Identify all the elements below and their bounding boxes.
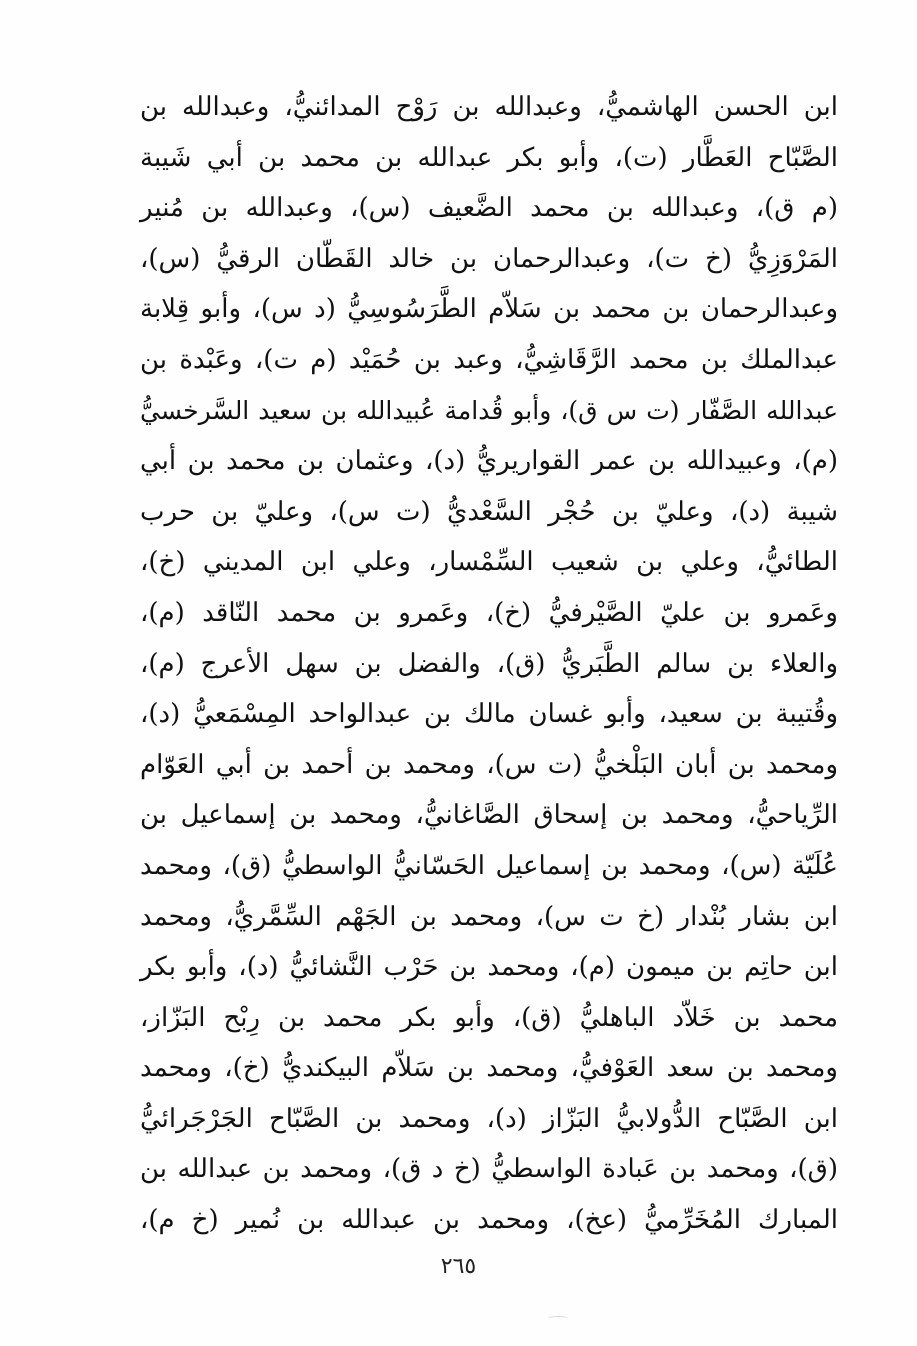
page-number: ٢٦٥ xyxy=(440,1254,477,1279)
text-line: ومحمد بن سعد العَوْفيُّ، ومحمد بن سَلاّم البيكنديُّ (خ)، ومحمد xyxy=(140,1053,838,1084)
text-line: ابن الصَّبّاح الدُّولابيُّ البَزّاز (د)، ومحمد بن الصَّبّاح الجَرْجَرائيُّ xyxy=(140,1103,838,1134)
text-line: شيبة (د)، وعليّ بن حُجْر السَّعْديُّ (ت س)، وعليّ بن حرب xyxy=(140,496,838,527)
text-line: وعبدالرحمان بن محمد بن سَلاّم الطَّرَسُوسِيُّ (د س)، وأبو قِلابة xyxy=(140,294,838,325)
text-line: ابن الحسن الهاشميُّ، وعبدالله بن رَوْح المدائنيُّ، وعبدالله بن xyxy=(140,92,838,122)
text-line: عبدالله الصَّفّار (ت س ق)، وأبو قُدامة عُبيدالله بن سعيد السَّرخسيُّ xyxy=(140,395,838,425)
text-line: المبارك المُخَرِّميُّ (عخ)، ومحمد بن عبدالله بن نُمير (خ م)، xyxy=(140,1205,838,1236)
scan-artifact xyxy=(548,1316,568,1321)
text-line: (م ق)، وعبدالله بن محمد الضَّعيف (س)، وعبدالله بن مُنير xyxy=(140,193,838,224)
text-line: (م)، وعبيدالله بن عمر القواريريُّ (د)، وعثمان بن محمد بن أبي xyxy=(140,446,838,477)
text-line: وقُتيبة بن سعيد، وأبو غسان مالك بن عبدالواحد المِسْمَعيُّ (د)، xyxy=(140,699,838,730)
text-line: الصَّبّاح العَطَّار (ت)، وأبو بكر عبدالله بن محمد بن أبي شَيبة xyxy=(140,142,838,173)
text-line: والعلاء بن سالم الطَّبَريُّ (ق)، والفضل بن سهل الأعرج (م)، xyxy=(140,648,838,679)
text-line: عُلَيّة (س)، ومحمد بن إسماعيل الحَسّانيُّ الواسطيُّ (ق)، ومحمد xyxy=(140,850,838,881)
text-line: المَرْوَزِيُّ (خ ت)، وعبدالرحمان بن خالد القَطّان الرقيُّ (س)، xyxy=(140,243,838,274)
text-line: ومحمد بن أبان البَلْخيُّ (ت س)، ومحمد بن أحمد بن أبي العَوّام xyxy=(140,749,838,780)
text-line: محمد بن خَلاّد الباهليُّ (ق)، وأبو بكر محمد بن رِبْح البَزّاز، xyxy=(140,1002,838,1033)
text-line: الرِّياحيُّ، ومحمد بن إسحاق الصَّاغانيُّ، ومحمد بن إسماعيل بن xyxy=(140,800,838,831)
text-line: ابن بشار بُنْدار (خ ت س)، ومحمد بن الجَهْم السِّمَّريُّ، ومحمد xyxy=(140,901,838,932)
text-line: الطائيُّ، وعلي بن شعيب السِّمْسار، وعلي ابن المديني (خ)، xyxy=(140,547,838,578)
body-text xyxy=(140,82,838,1246)
text-line: ابن حاتِم بن ميمون (م)، ومحمد بن حَرْب النَّشائيُّ (د)، وأبو بكر xyxy=(140,952,838,983)
text-line: (ق)، ومحمد بن عَبادة الواسطيُّ (خ د ق)، ومحمد بن عبدالله بن xyxy=(140,1154,838,1185)
text-line: وعَمرو بن عليّ الصَّيْرفيُّ (خ)، وعَمرو بن محمد النّاقد (م)، xyxy=(140,597,838,628)
text-line: عبدالملك بن محمد الرَّقَاشِيُّ، وعبد بن حُمَيْد (م ت)، وعَبْدة بن xyxy=(140,344,838,375)
